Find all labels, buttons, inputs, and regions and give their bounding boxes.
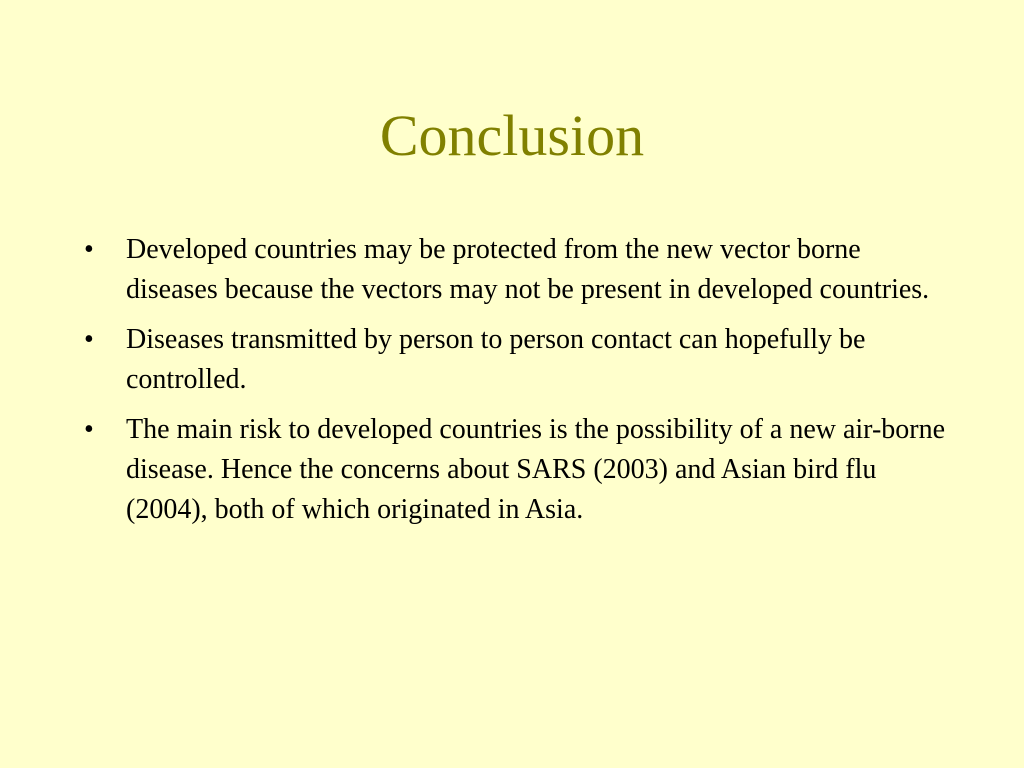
bullet-text-1: Developed countries may be protected from the new vector borne diseases because the vectors may not be present in developed countries.	[126, 234, 930, 305]
bullet-text-3: The main risk to developed countries is the possibility of a new air-borne disease. Hence the concerns about SARS (2003) and Asian bird flu (2004), both of which originated in Asia.	[126, 414, 946, 525]
bullet-icon: •	[84, 324, 94, 355]
bullet-text-2: Diseases transmitted by person to person contact can hopefully be controlled.	[126, 324, 866, 395]
bullet-item-3	[84, 410, 954, 530]
bullet-list	[84, 230, 954, 540]
bullet-item-1	[84, 230, 954, 310]
slide-title: Conclusion	[379, 103, 645, 168]
bullet-icon: •	[84, 234, 94, 265]
bullet-icon: •	[84, 414, 94, 445]
bullet-item-2	[84, 320, 954, 400]
